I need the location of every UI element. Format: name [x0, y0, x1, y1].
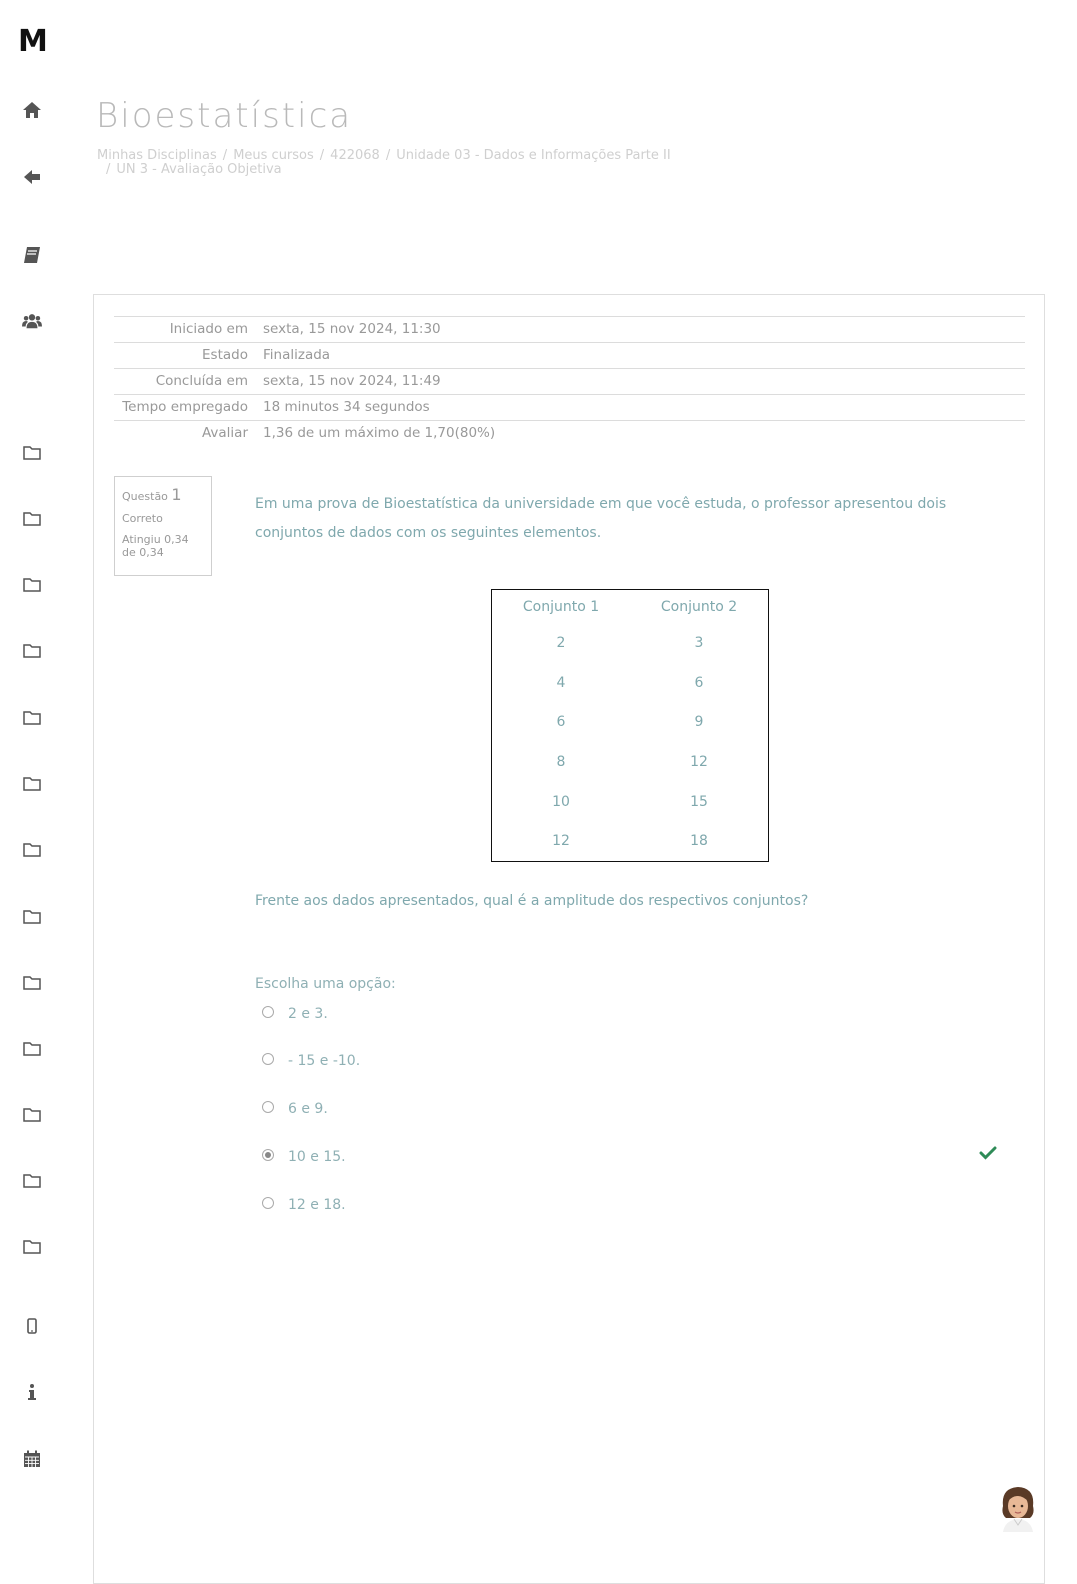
table-cell: 15 — [690, 793, 708, 810]
breadcrumb-link[interactable]: 422068 — [330, 148, 380, 163]
sidebar — [0, 0, 64, 1570]
answer-option-label: 2 e 3. — [288, 1006, 328, 1022]
answer-option-label: 6 e 9. — [288, 1101, 328, 1117]
table-cell: 2 — [556, 634, 566, 651]
summary-value: 18 minutos 34 segundos — [263, 395, 1025, 421]
summary-value: Finalizada — [263, 343, 1025, 369]
breadcrumb-current[interactable]: UN 3 - Avaliação Objetiva — [116, 162, 282, 177]
table-row — [492, 702, 769, 742]
mobile-icon[interactable] — [20, 1314, 44, 1338]
page-title: Bioestatística — [96, 96, 353, 136]
answer-option[interactable] — [262, 1197, 346, 1213]
radio-button[interactable] — [262, 1053, 274, 1065]
question-number — [122, 485, 204, 504]
question-number-value: 1 — [171, 485, 182, 504]
breadcrumb-link[interactable]: Minhas Disciplinas — [97, 148, 217, 163]
table-row — [492, 742, 769, 782]
answer-option-label: - 15 e -10. — [288, 1053, 361, 1069]
table-cell: 12 — [690, 753, 708, 770]
folder-icon[interactable] — [20, 1037, 44, 1061]
assistant-avatar[interactable] — [997, 1484, 1039, 1532]
table-header: Conjunto 1 — [522, 599, 600, 615]
table-row — [492, 782, 769, 822]
table-cell: 8 — [556, 753, 566, 770]
brand-logo[interactable]: M — [18, 24, 46, 59]
summary-value: sexta, 15 nov 2024, 11:49 — [263, 369, 1025, 395]
answer-option-label: 12 e 18. — [288, 1197, 346, 1213]
question-grade: Atingiu 0,34 de 0,34 — [122, 533, 189, 559]
home-icon[interactable] — [20, 98, 44, 122]
table-cell: 9 — [694, 714, 704, 731]
breadcrumb-link[interactable]: Meus cursos — [233, 148, 314, 163]
summary-row — [114, 421, 1025, 447]
summary-label: Estado — [114, 343, 263, 369]
table-row — [492, 821, 769, 861]
radio-button-checked[interactable] — [262, 1149, 274, 1161]
table-row — [492, 663, 769, 703]
question-status: Correto — [122, 512, 163, 525]
summary-value: 1,36 de um máximo de 1,70(80%) — [263, 421, 1025, 447]
users-icon[interactable] — [20, 309, 44, 333]
folder-icon[interactable] — [20, 1235, 44, 1259]
radio-button[interactable] — [262, 1006, 274, 1018]
folder-icon[interactable] — [20, 507, 44, 531]
folder-icon[interactable] — [20, 639, 44, 663]
radio-button[interactable] — [262, 1197, 274, 1209]
breadcrumb-separator: / — [222, 148, 228, 163]
table-cell: 4 — [556, 674, 566, 691]
radio-button[interactable] — [262, 1101, 274, 1113]
question-text: Em uma prova de Bioestatística da universidade em que você estuda, o professor apresentou dois conjuntos de dados com os seguintes elementos. — [255, 496, 947, 541]
summary-row — [114, 317, 1025, 343]
breadcrumb-separator: / — [385, 148, 391, 163]
folder-icon[interactable] — [20, 772, 44, 796]
folder-icon[interactable] — [20, 905, 44, 929]
data-sets-table — [491, 589, 769, 862]
question-label: Questão — [122, 490, 168, 503]
question-info-box — [114, 476, 212, 576]
quiz-review-card — [93, 294, 1045, 1584]
answer-option[interactable] — [262, 1101, 328, 1117]
table-header: Conjunto 2 — [660, 599, 738, 615]
table-cell: 10 — [552, 793, 570, 810]
answer-option-selected[interactable] — [262, 1149, 346, 1165]
choose-option-label: Escolha uma opção: — [255, 976, 396, 992]
folder-icon[interactable] — [20, 573, 44, 597]
info-icon[interactable] — [20, 1380, 44, 1404]
summary-value: sexta, 15 nov 2024, 11:30 — [263, 317, 1025, 343]
table-header-row — [492, 590, 769, 624]
folder-icon[interactable] — [20, 838, 44, 862]
breadcrumb-link[interactable]: Unidade 03 - Dados e Informações Parte II — [396, 148, 671, 163]
folder-icon[interactable] — [20, 971, 44, 995]
calendar-icon[interactable] — [20, 1447, 44, 1471]
table-cell: 6 — [556, 714, 566, 731]
summary-row — [114, 343, 1025, 369]
table-row — [492, 623, 769, 663]
summary-row — [114, 369, 1025, 395]
folder-icon[interactable] — [20, 706, 44, 730]
breadcrumb-separator: / — [106, 162, 111, 177]
summary-label: Iniciado em — [114, 317, 263, 343]
question-prompt-text: Frente aos dados apresentados, qual é a amplitude dos respectivos conjuntos? — [255, 893, 809, 909]
answer-option[interactable] — [262, 1053, 360, 1069]
back-arrow-icon[interactable] — [20, 165, 44, 189]
folder-icon[interactable] — [20, 441, 44, 465]
check-icon — [979, 1145, 997, 1161]
summary-label: Concluída em — [114, 369, 263, 395]
folder-icon[interactable] — [20, 1103, 44, 1127]
table-cell: 6 — [694, 674, 704, 691]
answer-option[interactable] — [262, 1006, 328, 1022]
summary-label: Avaliar — [114, 421, 263, 447]
table-cell: 18 — [690, 833, 708, 850]
summary-label: Tempo empregado — [114, 395, 263, 421]
attempt-summary-table — [114, 316, 1025, 446]
summary-row — [114, 395, 1025, 421]
breadcrumb — [97, 149, 757, 177]
table-cell: 12 — [552, 833, 570, 850]
table-cell: 3 — [694, 634, 704, 651]
folder-icon[interactable] — [20, 1169, 44, 1193]
book-icon[interactable] — [20, 243, 44, 267]
breadcrumb-separator: / — [319, 148, 325, 163]
answer-option-label: 10 e 15. — [288, 1149, 346, 1165]
